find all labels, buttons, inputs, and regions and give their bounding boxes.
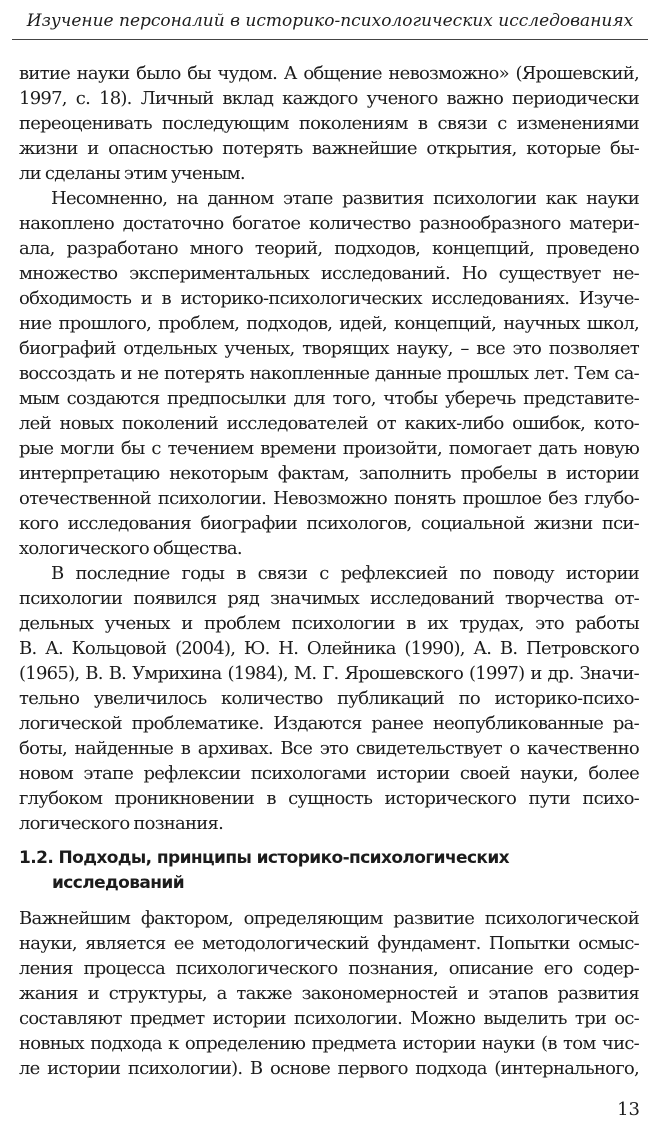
text-line: биографий отдельных ученых, творящих науку, – все это позволяет — [19, 338, 639, 359]
text-line: множество экспериментальных исследований. Но существует не- — [19, 263, 639, 284]
text-line: В последние годы в связи с рефлексией по поводу истории — [51, 563, 639, 584]
text-line: отечественной психологии. Невозможно понять прошлое без глубо- — [19, 488, 639, 509]
text-line: ления процесса психологического познания, описание его содер- — [19, 958, 639, 979]
text-line: составляют предмет истории психологии. Можно выделить три ос- — [19, 1008, 639, 1029]
text-line: ала, разработано много теорий, подходов, концепций, проведено — [19, 238, 639, 259]
text-line: логической проблематике. Издаются ранее неопубликованные ра- — [19, 713, 639, 734]
text-line: переоценивать последующим поколениям в связи с изменениями — [19, 113, 639, 134]
text-line: боты, найденные в архивах. Все это свидетельствует о качественно — [19, 738, 639, 759]
text-line: (1965), В. В. Умрихина (1984), М. Г. Ярошевского (1997) и др. Значи- — [19, 663, 639, 684]
text-line: дельных ученых и проблем психологии в их трудах, это работы — [19, 613, 639, 634]
page-number: 13 — [617, 1099, 640, 1120]
text-line: интерпретацию некоторым фактам, заполнить пробелы в истории — [19, 463, 639, 484]
text-line: тельно увеличилось количество публикаций по историко-психо- — [19, 688, 639, 709]
text-line: новом этапе рефлексии психологами истории своей науки, более — [19, 763, 639, 784]
text-line: лей новых поколений исследователей от каких-либо ошибок, кото- — [19, 413, 639, 434]
text-line: жизни и опасностью потерять важнейшие открытия, которые бы- — [19, 138, 639, 159]
text-line: психологии появился ряд значимых исследований творчества от- — [19, 588, 639, 609]
section-heading-line1: 1.2. Подходы, принципы историко-психологических — [19, 848, 510, 868]
text-line: 1997, с. 18). Личный вклад каждого ученого важно периодически — [19, 88, 639, 109]
text-line: мым создаются предпосылки для того, чтобы уберечь представите- — [19, 388, 639, 409]
text-line: обходимость и в историко-психологических исследованиях. Изуче- — [19, 288, 639, 309]
text-line: кого исследования биографии психологов, социальной жизни пси- — [19, 513, 639, 534]
text-line: логического познания. — [19, 813, 224, 834]
text-line: науки, является ее методологический фундамент. Попытки осмыс- — [19, 933, 639, 954]
text-line: воссоздать и не потерять накопленные данные прошлых лет. Тем са- — [19, 363, 639, 384]
text-line: глубоком проникновении в сущность исторического пути психо- — [19, 788, 639, 809]
text-line: новных подхода к определению предмета истории науки (в том чис- — [19, 1033, 639, 1054]
text-line: рые могли бы с течением времени произойти, помогает дать новую — [19, 438, 639, 459]
text-line: ле истории психологии). В основе первого подхода (интернального, — [19, 1058, 639, 1079]
text-line: хологического общества. — [19, 538, 242, 559]
text-line: Важнейшим фактором, определяющим развитие психологической — [19, 908, 639, 929]
section-heading-line2: исследований — [52, 873, 185, 893]
text-line: накоплено достаточно богатое количество разнообразного матери- — [19, 213, 639, 234]
text-line: Несомненно, на данном этапе развития психологии как науки — [51, 188, 639, 209]
text-line: ние прошлого, проблем, подходов, идей, концепций, научных школ, — [19, 313, 639, 334]
text-line: жания и структуры, а также закономерностей и этапов развития — [19, 983, 639, 1004]
text-line: ли сделаны этим ученым. — [19, 163, 245, 184]
text-line: витие науки было бы чудом. А общение невозможно» (Ярошевский, — [19, 63, 639, 84]
text-line: В. А. Кольцовой (2004), Ю. Н. Олейника (1990), А. В. Петровского — [19, 638, 639, 659]
header-rule — [12, 39, 648, 40]
running-head: Изучение персоналий в историко-психологических исследованиях — [26, 11, 634, 31]
